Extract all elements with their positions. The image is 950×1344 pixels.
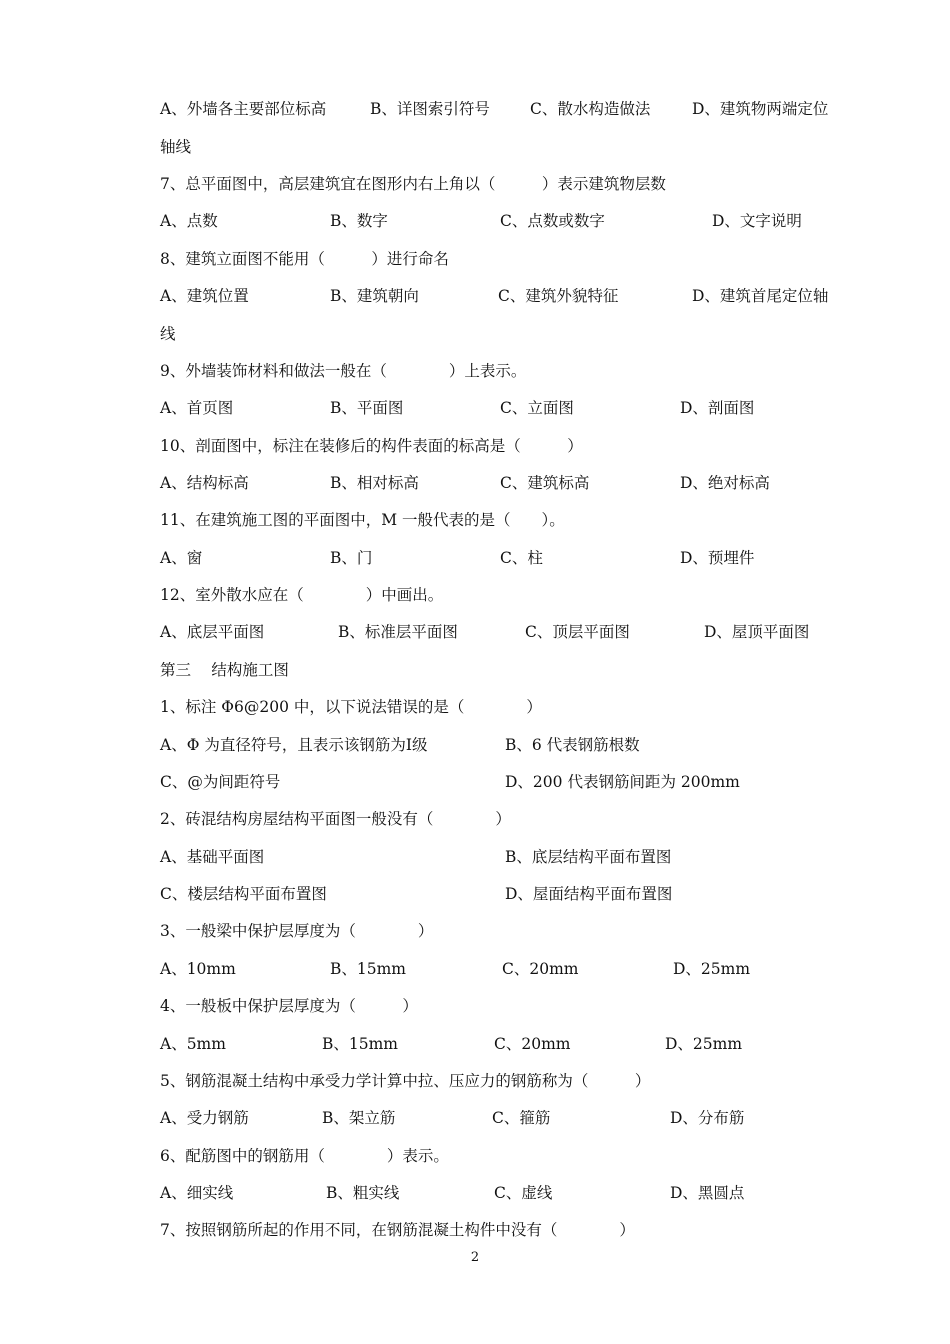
option-b: B、相对标高 bbox=[330, 474, 419, 492]
option-c: C、@为间距符号 bbox=[160, 773, 281, 791]
option-a: A、窗 bbox=[160, 549, 203, 567]
question-text: 9、外墙装饰材料和做法一般在（ ）上表示。 bbox=[160, 362, 527, 380]
option-a: A、点数 bbox=[160, 212, 218, 230]
question-text: 10、剖面图中，标注在装修后的构件表面的标高是（ ） bbox=[160, 437, 583, 455]
option-a: A、基础平面图 bbox=[160, 848, 265, 866]
page-number: 2 bbox=[470, 1250, 480, 1265]
option-d: D、预埋件 bbox=[680, 549, 755, 567]
option-c: C、建筑标高 bbox=[500, 474, 590, 492]
option-a: A、外墙各主要部位标高 bbox=[160, 100, 327, 118]
option-d: D、建筑物两端定位 bbox=[692, 100, 829, 118]
option-c: C、顶层平面图 bbox=[525, 623, 630, 641]
option-b: B、粗实线 bbox=[326, 1184, 400, 1202]
question-text: 5、钢筋混凝土结构中承受力学计算中拉、压应力的钢筋称为（ ） bbox=[160, 1072, 651, 1090]
question-text: 6、配筋图中的钢筋用（ ）表示。 bbox=[160, 1147, 449, 1165]
option-a: A、Φ 为直径符号，且表示该钢筋为Ⅰ级 bbox=[160, 736, 428, 754]
option-d: D、建筑首尾定位轴 bbox=[692, 287, 829, 305]
option-d: D、200 代表钢筋间距为 200mm bbox=[505, 773, 740, 791]
option-d: D、屋顶平面图 bbox=[704, 623, 810, 641]
option-b: B、15mm bbox=[322, 1035, 399, 1053]
option-b: B、门 bbox=[330, 549, 373, 567]
option-a: A、首页图 bbox=[160, 399, 234, 417]
question-text: 11、在建筑施工图的平面图中，M 一般代表的是（ ）。 bbox=[160, 511, 565, 529]
option-a: A、5mm bbox=[160, 1035, 226, 1053]
continuation-text: 轴线 bbox=[160, 138, 192, 156]
option-b: B、详图索引符号 bbox=[370, 100, 490, 118]
option-a: A、结构标高 bbox=[160, 474, 249, 492]
question-text: 4、一般板中保护层厚度为（ ） bbox=[160, 997, 418, 1015]
option-c: C、立面图 bbox=[500, 399, 574, 417]
option-a: A、建筑位置 bbox=[160, 287, 249, 305]
option-b: B、平面图 bbox=[330, 399, 404, 417]
option-c: C、点数或数字 bbox=[500, 212, 605, 230]
option-a: A、细实线 bbox=[160, 1184, 234, 1202]
section-title: 第三 结构施工图 bbox=[160, 661, 289, 679]
option-c: C、楼层结构平面布置图 bbox=[160, 885, 327, 903]
option-b: B、建筑朝向 bbox=[330, 287, 419, 305]
option-d: D、25mm bbox=[665, 1035, 743, 1053]
question-text: 7、按照钢筋所起的作用不同，在钢筋混凝土构件中没有（ ） bbox=[160, 1221, 635, 1239]
option-b: B、15mm bbox=[330, 960, 407, 978]
option-d: D、25mm bbox=[673, 960, 751, 978]
question-text: 7、总平面图中，高层建筑宜在图形内右上角以（ ）表示建筑物层数 bbox=[160, 175, 666, 193]
option-c: C、20mm bbox=[494, 1035, 571, 1053]
option-b: B、架立筋 bbox=[322, 1109, 396, 1127]
option-b: B、底层结构平面布置图 bbox=[505, 848, 672, 866]
question-text: 1、标注 Φ6@200 中，以下说法错误的是（ ） bbox=[160, 698, 542, 716]
option-a: A、受力钢筋 bbox=[160, 1109, 249, 1127]
option-d: D、文字说明 bbox=[712, 212, 802, 230]
option-d: D、黑圆点 bbox=[670, 1184, 745, 1202]
option-d: D、屋面结构平面布置图 bbox=[505, 885, 673, 903]
option-c: C、20mm bbox=[502, 960, 579, 978]
option-c: C、散水构造做法 bbox=[530, 100, 651, 118]
option-b: B、6 代表钢筋根数 bbox=[505, 736, 640, 754]
option-a: A、10mm bbox=[160, 960, 236, 978]
option-d: D、分布筋 bbox=[670, 1109, 745, 1127]
continuation-text: 线 bbox=[160, 325, 176, 343]
option-d: D、剖面图 bbox=[680, 399, 755, 417]
option-b: B、标准层平面图 bbox=[338, 623, 458, 641]
option-c: C、建筑外貌特征 bbox=[498, 287, 619, 305]
question-text: 12、室外散水应在（ ）中画出。 bbox=[160, 586, 444, 604]
option-d: D、绝对标高 bbox=[680, 474, 770, 492]
option-c: C、箍筋 bbox=[492, 1109, 551, 1127]
option-b: B、数字 bbox=[330, 212, 388, 230]
question-text: 8、建筑立面图不能用（ ）进行命名 bbox=[160, 250, 449, 268]
option-c: C、柱 bbox=[500, 549, 543, 567]
question-text: 2、砖混结构房屋结构平面图一般没有（ ） bbox=[160, 810, 511, 828]
option-c: C、虚线 bbox=[494, 1184, 553, 1202]
question-text: 3、一般梁中保护层厚度为（ ） bbox=[160, 922, 434, 940]
option-a: A、底层平面图 bbox=[160, 623, 265, 641]
